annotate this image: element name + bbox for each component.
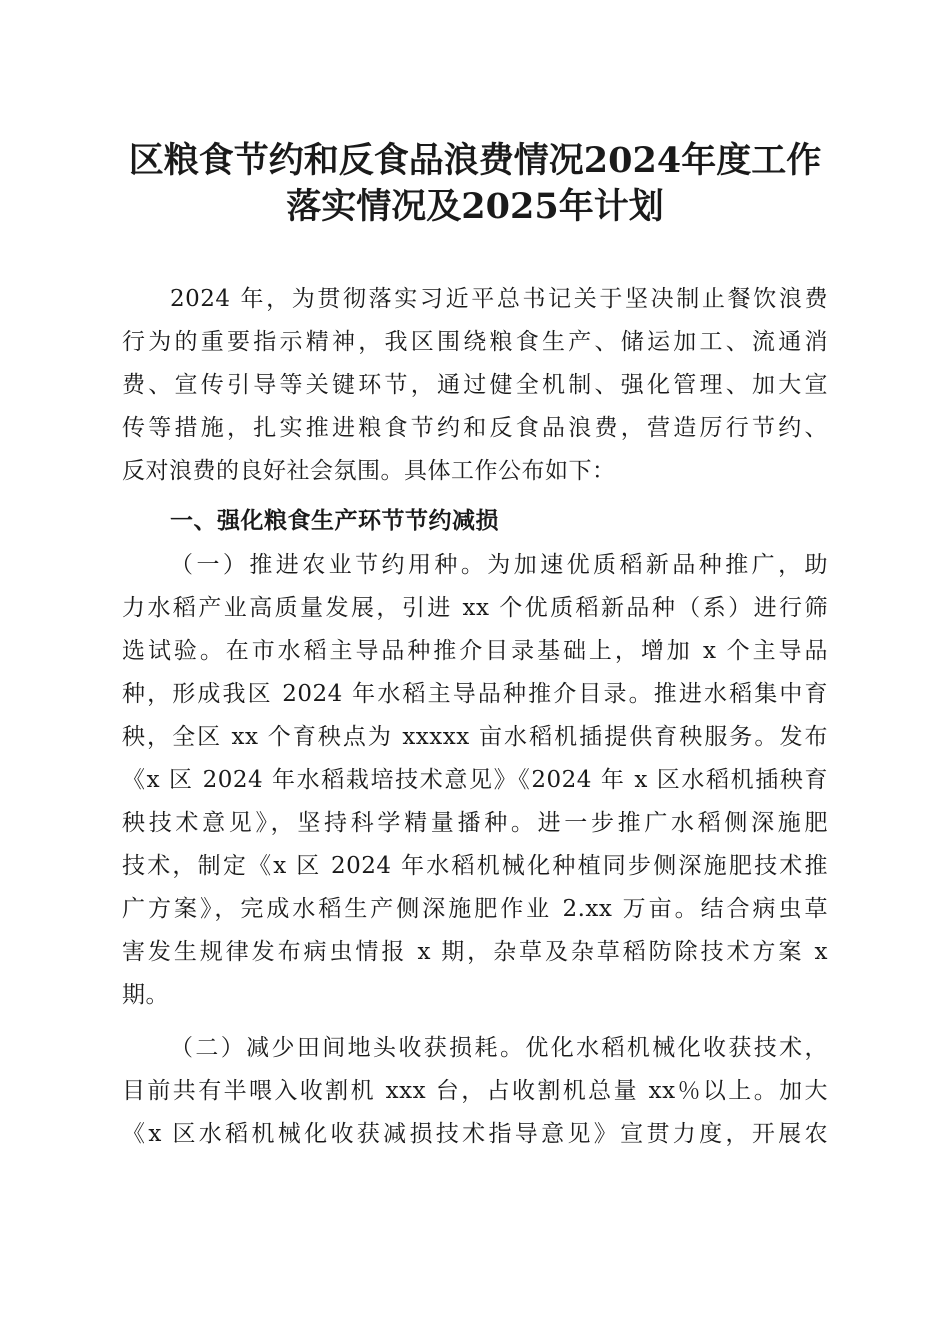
- subsection-2-label: （二）减少田间地头收获损耗。: [170, 1035, 526, 1061]
- subsection-2-line: 《x 区水稻机械化收获减损技术指导意见》宣贯力度，开展农: [122, 1121, 828, 1147]
- subsection-2-first-text: 优化水稻机械化收获技术，: [525, 1035, 829, 1061]
- intro-line: 行为的重要指示精神，我区围绕粮食生产、储运加工、流通消: [122, 329, 828, 355]
- document-title-line-2: 落实情况及2025年计划: [286, 186, 664, 227]
- subsection-1-line: 选试验。在市水稻主导品种推介目录基础上，增加 x 个主导品: [122, 638, 828, 664]
- intro-line: 2024 年，为贯彻落实习近平总书记关于坚决制止餐饮浪费: [170, 286, 828, 312]
- subsection-1-line: 害发生规律发布病虫情报 x 期，杂草及杂草稻防除技术方案 x: [122, 939, 828, 965]
- subsection-1-line: 技术，制定《x 区 2024 年水稻机械化种植同步侧深施肥技术推: [122, 853, 828, 879]
- intro-line: 费、宣传引导等关键环节，通过健全机制、强化管理、加大宣: [122, 372, 828, 398]
- subsection-1-line: 力水稻产业高质量发展，引进 xx 个优质稻新品种（系）进行筛: [122, 595, 828, 621]
- subsection-1-line: 广方案》，完成水稻生产侧深施肥作业 2.xx 万亩。结合病虫草: [122, 896, 828, 922]
- document-title-line-1: 区粮食节约和反食品浪费情况2024年度工作: [128, 140, 822, 181]
- intro-line: 传等措施，扎实推进粮食节约和反食品浪费，营造厉行节约、: [122, 415, 828, 441]
- subsection-2-first-line: [170, 1033, 828, 1063]
- subsection-2-line: 目前共有半喂入收割机 xxx 台，占收割机总量 xx％以上。加大: [122, 1078, 828, 1104]
- subsection-1-line: 种，形成我区 2024 年水稻主导品种推介目录。推进水稻集中育: [122, 681, 828, 707]
- subsection-1-line: 期。: [122, 982, 169, 1008]
- subsection-1-first-line: [170, 550, 828, 580]
- subsection-1-first-text: 为加速优质稻新品种推广，助: [487, 552, 828, 578]
- subsection-1-line: 《x 区 2024 年水稻栽培技术意见》《2024 年 x 区水稻机插秧育: [122, 767, 828, 793]
- intro-line: 反对浪费的良好社会氛围。具体工作公布如下：: [122, 458, 616, 484]
- subsection-1-line: 秧，全区 xx 个育秧点为 xxxxx 亩水稻机插提供育秧服务。发布: [122, 724, 828, 750]
- subsection-1-label: （一）推进农业节约用种。: [170, 552, 488, 578]
- subsection-1-line: 秧技术意见》，坚持科学精量播种。进一步推广水稻侧深施肥: [122, 810, 828, 836]
- section-heading: 一、强化粮食生产环节节约减损: [170, 508, 499, 534]
